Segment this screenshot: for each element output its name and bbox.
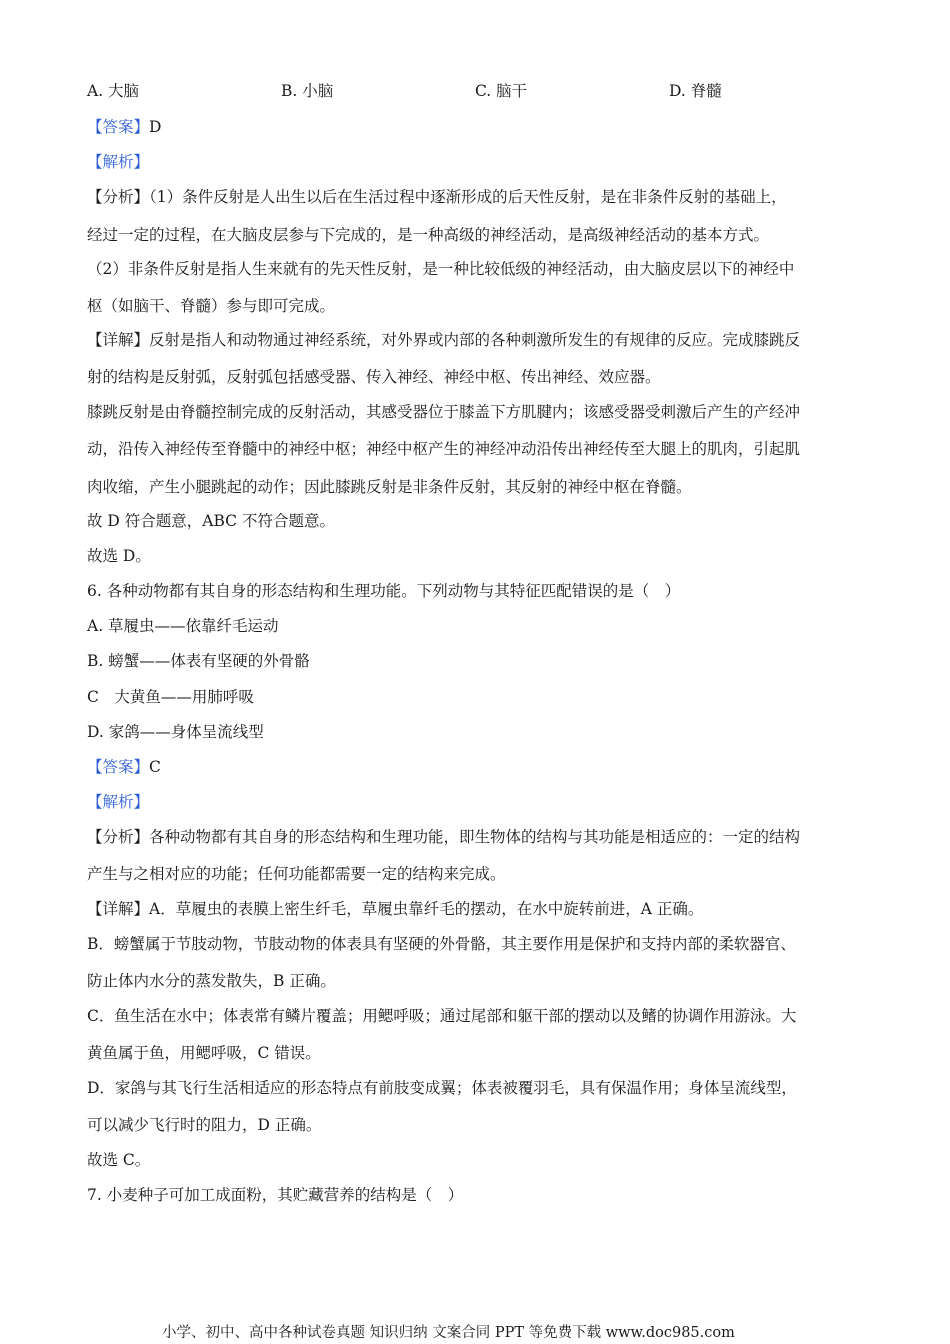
q6-analysis-tag: 【解析】	[87, 793, 150, 811]
q6-xiangjie-line-b1: B．螃蟹属于节肢动物，节肢动物的体表具有坚硬的外骨骼，其主要作用是保护和支持内部的柔软器官、	[87, 935, 796, 953]
q5-fenxi-line-3: （2）非条件反射是指人生来就有的先天性反射，是一种比较低级的神经活动，由大脑皮层以下的神经中	[87, 260, 795, 278]
q6-xiangjie-line-d1: D．家鸽与其飞行生活相适应的形态特点有前肢变成翼；体表被覆羽毛，具有保温作用；身体呈流线型，	[87, 1079, 797, 1097]
q7-stem: 7. 小麦种子可加工成面粉，其贮藏营养的结构是（ ）	[87, 1186, 464, 1204]
q5-conclusion-1: 故 D 符合题意，ABC 不符合题意。	[87, 512, 335, 530]
q6-xiangjie-line-d2: 可以减少飞行时的阻力，D 正确。	[87, 1116, 322, 1134]
q5-xiangjie-line-1	[87, 330, 800, 350]
q5-xiangjie-line-2: 射的结构是反射弧，反射弧包括感受器、传入神经、神经中枢、传出神经、效应器。	[87, 368, 661, 386]
q5-xiangjie-line-4: 动，沿传入神经传至脊髓中的神经中枢；神经中枢产生的神经冲动沿传出神经传至大腿上的肌肉，引起肌	[87, 440, 801, 458]
q6-option-a: A. 草履虫——依靠纤毛运动	[87, 617, 279, 635]
q6-stem: 6. 各种动物都有其自身的形态结构和生理功能。下列动物与其特征匹配错误的是（ ）	[87, 582, 681, 600]
q6-answer: C	[149, 758, 161, 776]
q5-analysis-tag: 【解析】	[87, 153, 150, 171]
q5-xiangjie-line-5: 肉收缩，产生小腿跳起的动作；因此膝跳反射是非条件反射，其反射的神经中枢在脊髓。	[87, 478, 692, 496]
q5-fenxi-line-2: 经过一定的过程，在大脑皮层参与下完成的，是一种高级的神经活动，是高级神经活动的基本方式。	[87, 226, 770, 244]
q6-xiangjie-line-c2: 黄鱼属于鱼，用鳃呼吸，C 错误。	[87, 1044, 321, 1062]
q5-answer: D	[149, 118, 162, 136]
q6-option-c: C 大黄鱼——用肺呼吸	[87, 688, 254, 706]
q5-fenxi-text-1: （1）条件反射是人出生以后在生活过程中逐渐形成的后天性反射，是在非条件反射的基础上，	[149, 188, 787, 206]
q5-option-d: D. 脊髓	[669, 82, 722, 100]
q5-xiangjie-text-1: 反射是指人和动物通过神经系统，对外界或内部的各种刺激所发生的有规律的反应。完成膝跳反	[149, 331, 801, 349]
q5-option-b: B. 小脑	[281, 82, 334, 100]
q6-fenxi-line-2: 产生与之相对应的功能；任何功能都需要一定的结构来完成。	[87, 865, 506, 883]
answer-tag: 【答案】	[87, 118, 150, 136]
q5-option-a: A. 大脑	[87, 82, 140, 100]
q6-xiangjie-text-a: A．草履虫的表膜上密生纤毛，草履虫靠纤毛的摆动，在水中旋转前进，A 正确。	[149, 900, 704, 918]
q6-xiangjie-line-b2: 防止体内水分的蒸发散失，B 正确。	[87, 972, 336, 990]
q5-xiangjie-line-3: 膝跳反射是由脊髓控制完成的反射活动，其感受器位于膝盖下方肌腱内；该感受器受刺激后产生的产经冲	[87, 403, 801, 421]
fenxi-tag: 【分析】	[87, 188, 150, 206]
q5-conclusion-2: 故选 D。	[87, 547, 151, 565]
q6-conclusion: 故选 C。	[87, 1151, 151, 1169]
answer-tag: 【答案】	[87, 758, 150, 776]
q6-fenxi-line-1	[87, 827, 800, 847]
q6-xiangjie-line-a	[87, 899, 703, 919]
q6-fenxi-text-1: 各种动物都有其自身的形态结构和生理功能，即生物体的结构与其功能是相适应的：一定的结构	[149, 828, 801, 846]
q6-option-b: B. 螃蟹——体表有坚硬的外骨骼	[87, 652, 310, 670]
xiangjie-tag: 【详解】	[87, 900, 150, 918]
q6-answer-line	[87, 757, 161, 777]
q6-xiangjie-line-c1: C．鱼生活在水中；体表常有鳞片覆盖；用鳃呼吸；通过尾部和躯干部的摆动以及鳍的协调作用游泳。大	[87, 1007, 797, 1025]
q6-option-d: D. 家鸽——身体呈流线型	[87, 723, 264, 741]
fenxi-tag: 【分析】	[87, 828, 150, 846]
q5-answer-line	[87, 117, 161, 137]
q5-option-c: C. 脑干	[475, 82, 528, 100]
q5-fenxi-line-4: 枢（如脑干、脊髓）参与即可完成。	[87, 297, 336, 315]
xiangjie-tag: 【详解】	[87, 331, 150, 349]
page-footer: 小学、初中、高中各种试卷真题 知识归纳 文案合同 PPT 等免费下载 www.doc985.com	[162, 1325, 735, 1341]
q5-fenxi-line-1	[87, 187, 787, 207]
